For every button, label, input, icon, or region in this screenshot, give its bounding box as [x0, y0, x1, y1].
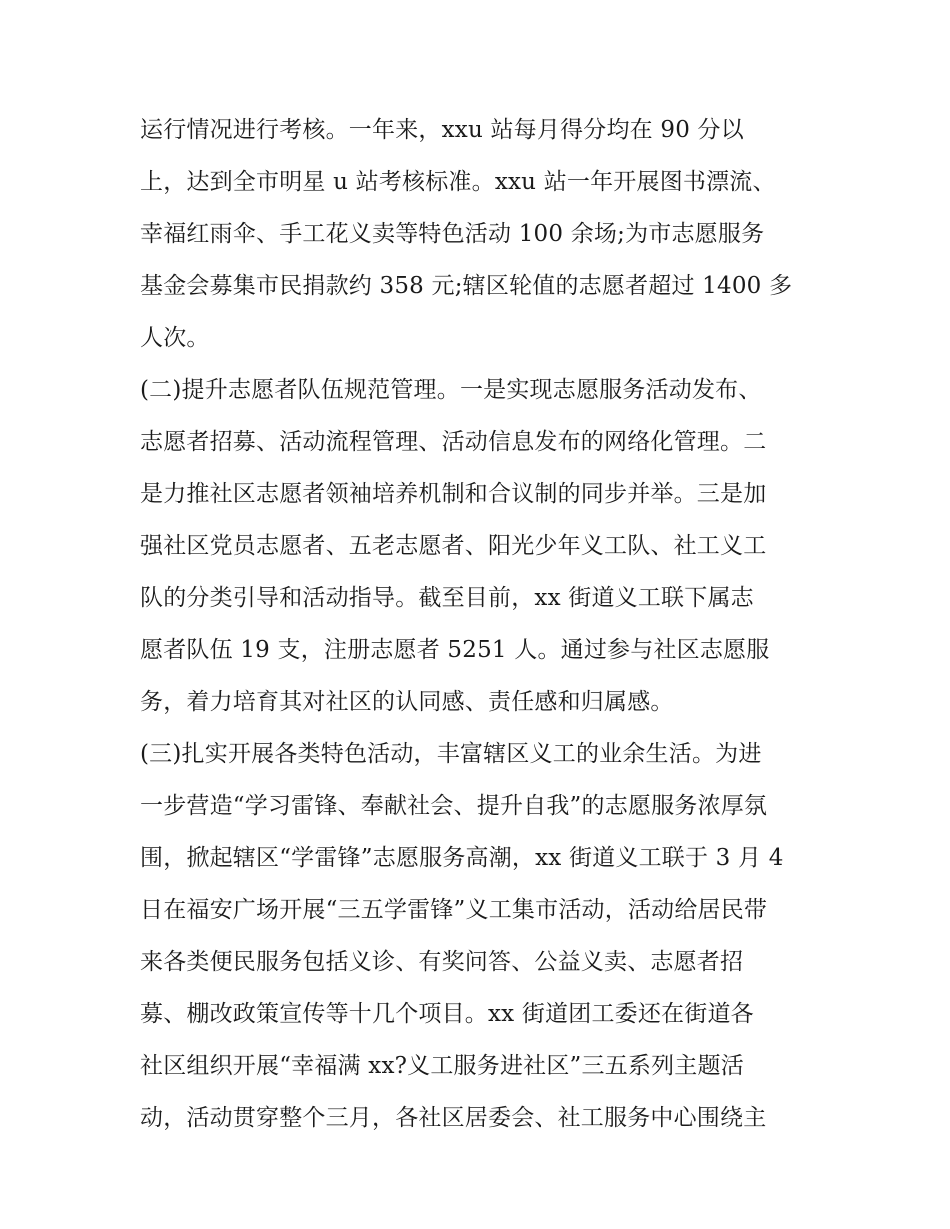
text-line: 是力推社区志愿者领袖培养机制和合议制的同步并举。三是加: [140, 481, 767, 507]
text-line: 上，达到全市明星 u 站考核标准。xxu 站一年开展图书漂流、: [140, 169, 776, 195]
text-line: 人次。: [140, 325, 210, 351]
text-line: 志愿者招募、活动流程管理、活动信息发布的网络化管理。二: [140, 429, 767, 455]
text-line: 来各类便民服务包括义诊、有奖问答、公益义卖、志愿者招: [140, 949, 744, 975]
text-line: 基金会募集市民捐款约 358 元;辖区轮值的志愿者超过 1400 多: [140, 273, 793, 299]
text-line: 愿者队伍 19 支，注册志愿者 5251 人。通过参与社区志愿服: [140, 637, 770, 663]
text-line: 务，着力培育其对社区的认同感、责任感和归属感。: [140, 689, 674, 715]
text-line: 社区组织开展“幸福满 xx?义工服务进社区”三五系列主题活: [140, 1053, 744, 1079]
text-line: 一步营造“学习雷锋、奉献社会、提升自我”的志愿服务浓厚氛: [140, 793, 768, 819]
text-line: 强社区党员志愿者、五老志愿者、阳光少年义工队、社工义工: [140, 533, 767, 559]
text-line: 运行情况进行考核。一年来，xxu 站每月得分均在 90 分以: [140, 117, 744, 143]
text-line: 日在福安广场开展“三五学雷锋”义工集市活动，活动给居民带: [140, 897, 768, 923]
section-heading-line: (三)扎实开展各类特色活动，丰富辖区义工的业余生活。为进: [140, 741, 762, 767]
text-line: 队的分类引导和活动指导。截至目前，xx 街道义工联下属志: [140, 585, 754, 611]
text-line: 幸福红雨伞、手工花义卖等特色活动 100 余场;为市志愿服务: [140, 221, 765, 247]
text-line: 动，活动贯穿整个三月，各社区居委会、社工服务中心围绕主: [140, 1105, 767, 1131]
text-line: 围，掀起辖区“学雷锋”志愿服务高潮，xx 街道义工联于 3 月 4: [140, 845, 784, 871]
section-heading-line: (二)提升志愿者队伍规范管理。一是实现志愿服务活动发布、: [140, 377, 762, 403]
text-line: 募、棚改政策宣传等十几个项目。xx 街道团工委还在街道各: [140, 1001, 754, 1027]
document-body: [140, 108, 820, 1148]
